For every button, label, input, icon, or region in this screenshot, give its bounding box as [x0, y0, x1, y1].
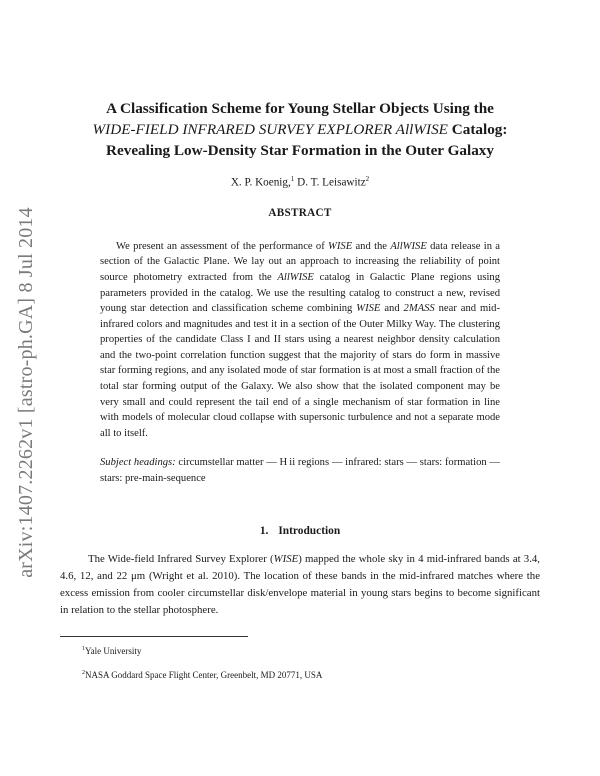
title-survey-name: WIDE-FIELD INFRARED SURVEY EXPLORER AllWISE: [92, 121, 448, 138]
intro-text-segment: ) mapped the whole sky in 4 mid-infrared bands at 3.4, 4.6, 12, and 22 μm (Wright et al. 2010). The location of these bands in the mid-infrared matches where the excess emission from cooler circumstellar disk/envelope material in young stars begins to become significant in relation to the stellar photosphere.: [60, 552, 541, 617]
title-catalog-word: Catalog:: [451, 121, 508, 138]
section-title: Introduction: [278, 524, 341, 537]
abstract-heading: ABSTRACT: [268, 206, 332, 219]
arxiv-identifier-stamp: [10, 205, 42, 580]
subject-headings-label: Subject headings:: [100, 457, 176, 469]
footnote-text: NASA Goddard Space Flight Center, Greenbelt, MD 20771, USA: [85, 670, 323, 681]
paper-page: [60, 98, 540, 682]
abstract-text-segment: data release in a section of the Galactic Plane. We lay out an approach to increasing the reliability of point source photometry extracted from the: [100, 240, 500, 283]
section-number: 1.: [259, 524, 269, 537]
abstract-text-segment: and the: [352, 240, 391, 252]
arxiv-stamp-text: arXiv:1407.2262v1 [astro-ph.GA] 8 Jul 2014: [14, 207, 37, 578]
abstract-italic-term: AllWISE: [390, 240, 427, 252]
author-list: [60, 175, 540, 189]
footnote-text: Yale University: [85, 646, 142, 657]
abstract-text-segment: and: [380, 303, 404, 315]
title-line-3: Revealing Low-Density Star Formation in the Outer Galaxy: [106, 142, 494, 159]
intro-text-segment: The Wide-field Infrared Survey Explorer (: [88, 552, 274, 565]
abstract-text-segment: We present an assessment of the performance of: [116, 240, 329, 252]
footnote-mark: 2: [82, 670, 85, 677]
section-heading-introduction: [60, 525, 540, 537]
title-line-1: A Classification Scheme for Young Stellar Objects Using the: [106, 100, 494, 117]
footnote-1: [82, 643, 540, 658]
abstract-text: [100, 239, 500, 442]
intro-italic-term: WISE: [273, 552, 299, 565]
author-leisawitz: D. T. Leisawitz: [297, 176, 366, 189]
abstract-italic-term: WISE: [356, 303, 381, 315]
abstract-italic-term: WISE: [328, 240, 353, 252]
abstract-italic-term: 2MASS: [403, 303, 435, 315]
subject-headings-list: circumstellar matter — H ii regions — infrared: stars — stars: formation — stars: pre-main-sequence: [100, 457, 500, 485]
title-line-2: [60, 119, 540, 140]
footnote-2: [82, 667, 540, 682]
author-leisawitz-affiliation-mark: 2: [365, 175, 370, 183]
footnote-mark: 1: [82, 646, 85, 653]
author-koenig-affiliation-mark: 1: [290, 175, 295, 183]
abstract-text-segment: catalog in Galactic Plane regions using parameters provided in the catalog. We use the resulting catalog to construct a new, revised young star detection and classification scheme combining: [100, 271, 500, 315]
introduction-paragraph: [60, 551, 540, 620]
paper-title: [60, 98, 540, 161]
footnote-divider: [60, 636, 248, 637]
author-koenig: X. P. Koenig,: [230, 176, 291, 189]
abstract-italic-term: AllWISE: [277, 271, 314, 283]
subject-headings: [100, 455, 500, 486]
abstract-text-segment: near and mid-infrared colors and magnitudes and test it in a section of the Outer Milky Way. The clustering properties of the candidate Class I and II stars using a nearest neighbor density calculation and the two-point correlation function suggest that the majority of stars do form in massive star forming regions, and any isolated mode of star formation is at most a small fraction of the total star forming output of the Galaxy. We also show that the isolated component may be very small and could represent the tail end of a single mechanism of star formation in line with models of molecular cloud collapse with supersonic turbulence and not a separate mode all to itself.: [100, 303, 500, 439]
